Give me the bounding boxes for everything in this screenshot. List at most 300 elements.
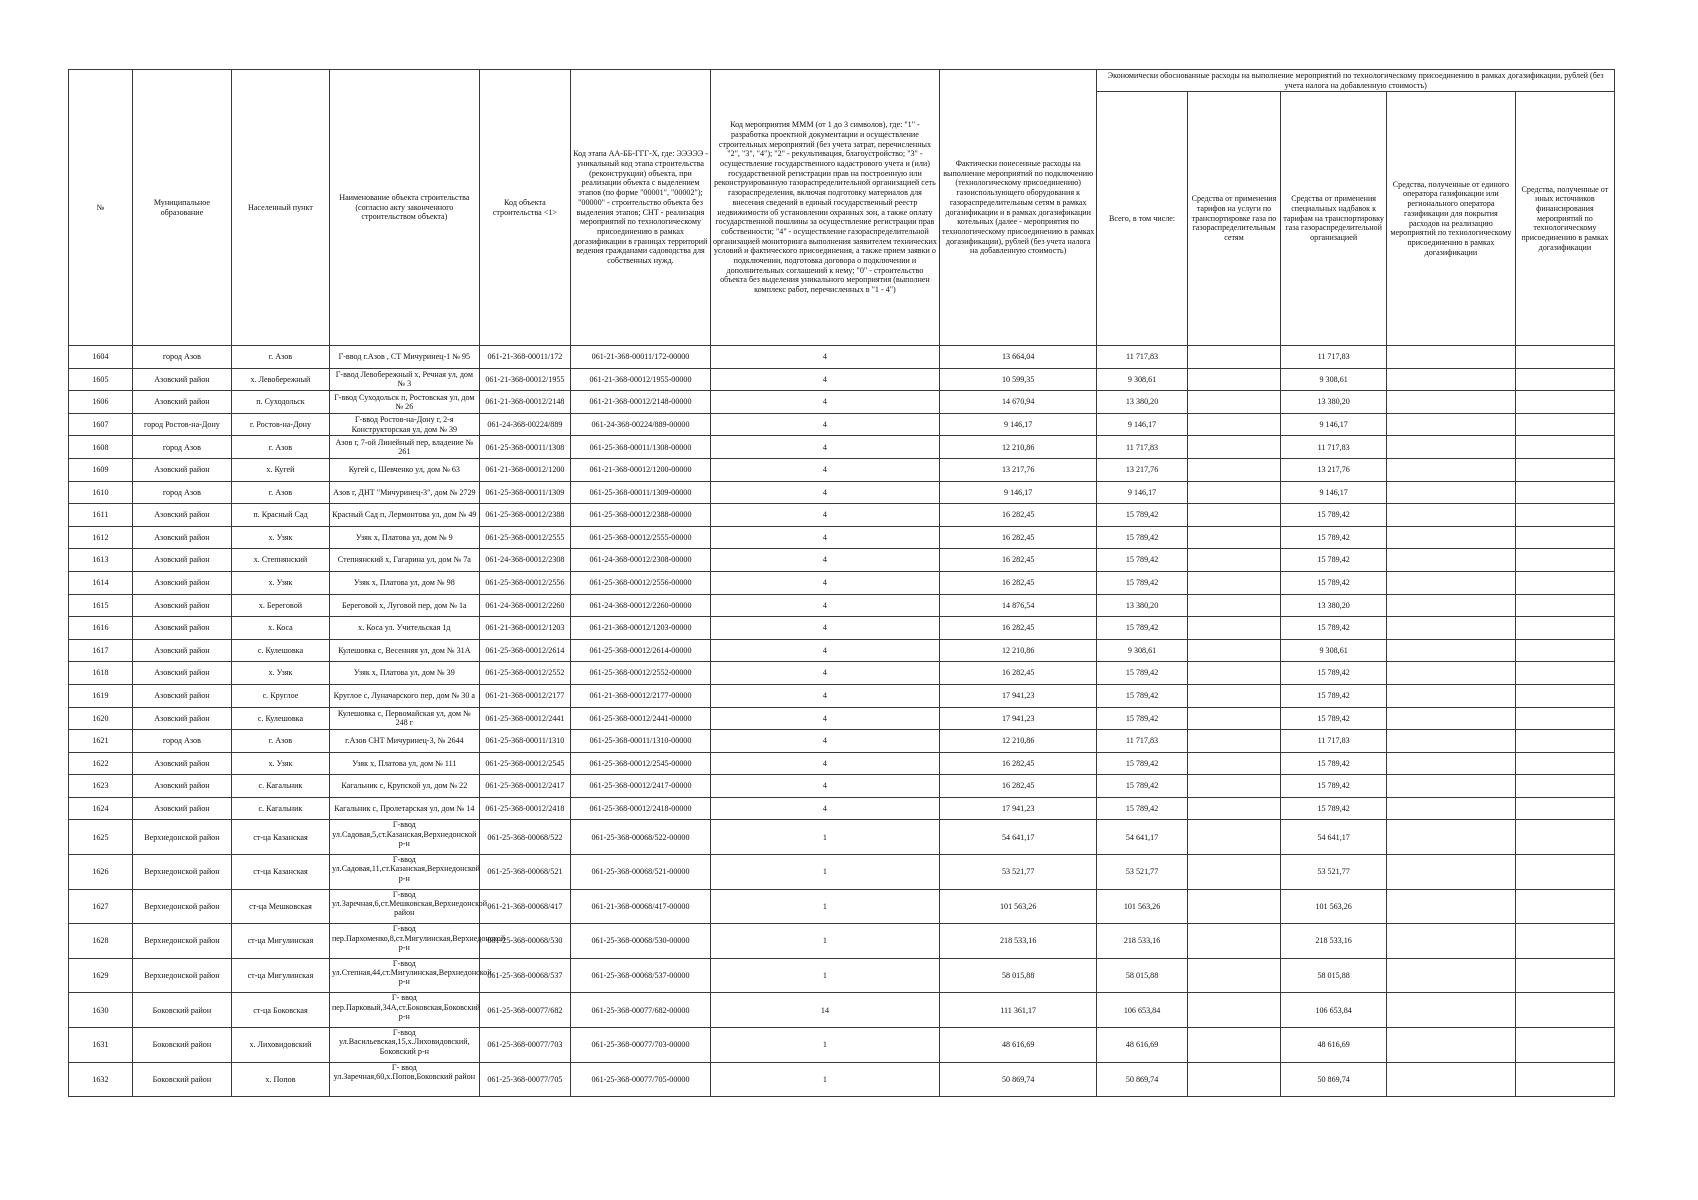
cell-other-sources bbox=[1515, 571, 1614, 594]
cell-object-name: Степнянский х, Гагарина ул, дом № 7а bbox=[329, 549, 479, 572]
cell-total: 53 521,77 bbox=[1097, 855, 1187, 890]
cell-event-code: 4 bbox=[710, 594, 939, 617]
cell-stage-code: 061-25-368-00012/2555-00000 bbox=[571, 526, 711, 549]
cell-stage-code: 061-25-368-00012/2441-00000 bbox=[571, 707, 711, 730]
table-body bbox=[69, 346, 1615, 1097]
table-row bbox=[69, 684, 1615, 707]
cell-operator-funds bbox=[1386, 436, 1515, 459]
cell-object-name: х. Коса ул. Учительская 1д bbox=[329, 617, 479, 640]
cell-special-surcharge: 9 308,61 bbox=[1281, 368, 1387, 391]
cell-stage-code: 061-25-368-00011/1310-00000 bbox=[571, 730, 711, 753]
cell-settlement: г. Азов bbox=[231, 346, 329, 369]
cell-municipality: Азовский район bbox=[132, 662, 231, 685]
table-row bbox=[69, 526, 1615, 549]
cell-operator-funds bbox=[1386, 413, 1515, 436]
cell-object-code: 061-25-368-00012/2441 bbox=[479, 707, 570, 730]
cell-other-sources bbox=[1515, 526, 1614, 549]
cell-stage-code: 061-25-368-00068/537-00000 bbox=[571, 958, 711, 993]
cell-num: 1619 bbox=[69, 684, 133, 707]
cell-object-code: 061-21-368-00012/2177 bbox=[479, 684, 570, 707]
cell-object-code: 061-24-368-00012/2308 bbox=[479, 549, 570, 572]
cell-settlement: ст-ца Мигулинская bbox=[231, 958, 329, 993]
cell-num: 1631 bbox=[69, 1028, 133, 1063]
cell-tariff-transport bbox=[1187, 458, 1281, 481]
cell-tariff-transport bbox=[1187, 391, 1281, 414]
table-row bbox=[69, 617, 1615, 640]
cell-actual-costs: 218 533,16 bbox=[939, 924, 1096, 959]
cell-tariff-transport bbox=[1187, 368, 1281, 391]
cell-object-name: г.Азов СНТ Мичуринец-3, № 2644 bbox=[329, 730, 479, 753]
cell-tariff-transport bbox=[1187, 571, 1281, 594]
cell-special-surcharge: 15 789,42 bbox=[1281, 504, 1387, 527]
cell-object-name: Кагальник с, Крупской ул, дом № 22 bbox=[329, 775, 479, 798]
cell-municipality: Азовский район bbox=[132, 594, 231, 617]
cell-other-sources bbox=[1515, 855, 1614, 890]
cell-tariff-transport bbox=[1187, 1062, 1281, 1097]
cell-event-code: 1 bbox=[710, 820, 939, 855]
cell-object-code: 061-25-368-00012/2555 bbox=[479, 526, 570, 549]
document-sheet bbox=[68, 69, 1615, 1097]
cell-other-sources bbox=[1515, 413, 1614, 436]
cell-object-name: Узяк х, Платова ул, дом № 98 bbox=[329, 571, 479, 594]
table-row bbox=[69, 662, 1615, 685]
cell-special-surcharge: 15 789,42 bbox=[1281, 684, 1387, 707]
cell-municipality: Азовский район bbox=[132, 391, 231, 414]
cell-tariff-transport bbox=[1187, 1028, 1281, 1063]
cell-total: 11 717,83 bbox=[1097, 346, 1187, 369]
cell-settlement: с. Кагальник bbox=[231, 775, 329, 798]
cell-special-surcharge: 13 380,20 bbox=[1281, 594, 1387, 617]
cell-num: 1630 bbox=[69, 993, 133, 1028]
cell-other-sources bbox=[1515, 707, 1614, 730]
cell-event-code: 4 bbox=[710, 662, 939, 685]
cell-operator-funds bbox=[1386, 481, 1515, 504]
cell-event-code: 1 bbox=[710, 958, 939, 993]
cell-actual-costs: 58 015,88 bbox=[939, 958, 1096, 993]
col-header-operator-funds: Средства, полученные от единого оператора газификации или регионального оператора газификации для покрытия расходов на реализацию мероприятий по технологическому присоединению в рамках догазификации bbox=[1386, 92, 1515, 346]
cell-settlement: п. Суходольск bbox=[231, 391, 329, 414]
cell-special-surcharge: 13 217,76 bbox=[1281, 458, 1387, 481]
cell-num: 1614 bbox=[69, 571, 133, 594]
cell-object-code: 061-25-368-00012/2417 bbox=[479, 775, 570, 798]
table-row bbox=[69, 436, 1615, 459]
cell-operator-funds bbox=[1386, 707, 1515, 730]
cell-object-name: Г-ввод ул.Степная,44,ст.Мигулинская,Верхнедонской р-н bbox=[329, 958, 479, 993]
cell-operator-funds bbox=[1386, 391, 1515, 414]
cell-total: 13 217,76 bbox=[1097, 458, 1187, 481]
cell-settlement: х. Лиховидовский bbox=[231, 1028, 329, 1063]
cell-tariff-transport bbox=[1187, 639, 1281, 662]
cell-operator-funds bbox=[1386, 1028, 1515, 1063]
cell-object-name: Узяк х, Платова ул, дом № 111 bbox=[329, 752, 479, 775]
table-row bbox=[69, 889, 1615, 924]
cell-total: 50 869,74 bbox=[1097, 1062, 1187, 1097]
cell-object-name: Г-ввод Левобережный х, Речная ул, дом № 3 bbox=[329, 368, 479, 391]
table-row bbox=[69, 504, 1615, 527]
table-row bbox=[69, 639, 1615, 662]
cell-other-sources bbox=[1515, 752, 1614, 775]
cell-settlement: х. Узяк bbox=[231, 662, 329, 685]
cell-event-code: 4 bbox=[710, 368, 939, 391]
cell-total: 9 308,61 bbox=[1097, 368, 1187, 391]
col-header-event-code: Код мероприятия МММ (от 1 до 3 символов), где: "1" - разработка проектной документации и осуществление строительных мероприятий (без учета затрат, перечисленных "2", "3", "4"); "2" - рекультивация, благоустройство; "3" - осуществление государственного кадастрового учета и (или) государственной регистрации прав на построенную или реконструированную газораспределительной организацией сеть газораспределения, включая подготовку материалов для внесения сведений в единый государственный реестр недвижимости об установлении охранных зон, а также оплату государственной пошлины за осуществление регистрации прав собственности; "4" - осуществление газораспределительной организацией мониторинга выполнения заявителем технических условий и фактического присоединения, а также прием заявки о подключении, подготовка договора о подключении и дополнительных соглашений к нему; "0" - строительство объекта без выделения уникального мероприятия (выполнен комплекс работ, перечисленных в "1 - 4") bbox=[710, 70, 939, 346]
cell-tariff-transport bbox=[1187, 526, 1281, 549]
cell-total: 48 616,69 bbox=[1097, 1028, 1187, 1063]
cell-operator-funds bbox=[1386, 549, 1515, 572]
cell-num: 1609 bbox=[69, 458, 133, 481]
cell-event-code: 4 bbox=[710, 346, 939, 369]
cell-special-surcharge: 11 717,83 bbox=[1281, 346, 1387, 369]
cell-special-surcharge: 15 789,42 bbox=[1281, 526, 1387, 549]
cell-event-code: 4 bbox=[710, 549, 939, 572]
cell-object-code: 061-25-368-00068/530 bbox=[479, 924, 570, 959]
cell-stage-code: 061-21-368-00012/2148-00000 bbox=[571, 391, 711, 414]
cell-municipality: Азовский район bbox=[132, 549, 231, 572]
col-header-other-sources: Средства, полученные от иных источников финансирования мероприятий по технологическому присоединению в рамках догазификации bbox=[1515, 92, 1614, 346]
cell-actual-costs: 14 670,94 bbox=[939, 391, 1096, 414]
cell-stage-code: 061-25-368-00012/2417-00000 bbox=[571, 775, 711, 798]
cell-total: 15 789,42 bbox=[1097, 797, 1187, 820]
cell-object-code: 061-25-368-00012/2418 bbox=[479, 797, 570, 820]
cell-municipality: Азовский район bbox=[132, 707, 231, 730]
cell-tariff-transport bbox=[1187, 481, 1281, 504]
cell-event-code: 4 bbox=[710, 436, 939, 459]
cell-num: 1622 bbox=[69, 752, 133, 775]
cell-tariff-transport bbox=[1187, 855, 1281, 890]
cell-tariff-transport bbox=[1187, 594, 1281, 617]
cell-object-code: 061-25-368-00011/1309 bbox=[479, 481, 570, 504]
cell-num: 1632 bbox=[69, 1062, 133, 1097]
cell-event-code: 4 bbox=[710, 684, 939, 707]
cell-settlement: х. Степнянский bbox=[231, 549, 329, 572]
cell-settlement: ст-ца Казанская bbox=[231, 820, 329, 855]
cell-object-name: Кугей с, Шевченко ул, дом № 63 bbox=[329, 458, 479, 481]
cell-actual-costs: 16 282,45 bbox=[939, 526, 1096, 549]
cell-object-name: Г-ввод пер.Пархоменко,8,ст.Мигулинская,Верхнедонской р-н bbox=[329, 924, 479, 959]
cell-event-code: 4 bbox=[710, 481, 939, 504]
cell-special-surcharge: 9 146,17 bbox=[1281, 481, 1387, 504]
cell-event-code: 4 bbox=[710, 458, 939, 481]
cell-operator-funds bbox=[1386, 1062, 1515, 1097]
cell-operator-funds bbox=[1386, 730, 1515, 753]
cell-other-sources bbox=[1515, 820, 1614, 855]
cell-actual-costs: 101 563,26 bbox=[939, 889, 1096, 924]
cell-tariff-transport bbox=[1187, 797, 1281, 820]
cell-total: 15 789,42 bbox=[1097, 752, 1187, 775]
cell-actual-costs: 17 941,23 bbox=[939, 797, 1096, 820]
cell-total: 15 789,42 bbox=[1097, 526, 1187, 549]
cell-settlement: х. Узяк bbox=[231, 752, 329, 775]
col-header-object-name: Наименование объекта строительства (согласно акту законченного строительством объекта) bbox=[329, 70, 479, 346]
cell-special-surcharge: 101 563,26 bbox=[1281, 889, 1387, 924]
cell-municipality: город Азов bbox=[132, 481, 231, 504]
cell-stage-code: 061-21-368-00068/417-00000 bbox=[571, 889, 711, 924]
cell-object-name: Круглое с, Луначарского пер, дом № 30 а bbox=[329, 684, 479, 707]
cell-event-code: 1 bbox=[710, 1062, 939, 1097]
cell-operator-funds bbox=[1386, 775, 1515, 798]
cell-municipality: Боковский район bbox=[132, 993, 231, 1028]
cell-object-name: Кулешовка с, Весенняя ул, дом № 31А bbox=[329, 639, 479, 662]
cell-total: 15 789,42 bbox=[1097, 617, 1187, 640]
cell-municipality: Азовский район bbox=[132, 504, 231, 527]
table-row bbox=[69, 797, 1615, 820]
cell-other-sources bbox=[1515, 504, 1614, 527]
cell-special-surcharge: 54 641,17 bbox=[1281, 820, 1387, 855]
table-row bbox=[69, 346, 1615, 369]
cell-tariff-transport bbox=[1187, 707, 1281, 730]
cell-num: 1620 bbox=[69, 707, 133, 730]
cell-actual-costs: 9 146,17 bbox=[939, 413, 1096, 436]
cell-total: 15 789,42 bbox=[1097, 775, 1187, 798]
cell-settlement: х. Коса bbox=[231, 617, 329, 640]
cell-object-name: Г-ввод г.Азов , СТ Мичуринец-1 № 95 bbox=[329, 346, 479, 369]
col-header-total: Всего, в том числе: bbox=[1097, 92, 1187, 346]
cell-operator-funds bbox=[1386, 889, 1515, 924]
cell-object-code: 061-21-368-00012/1200 bbox=[479, 458, 570, 481]
cell-stage-code: 061-25-368-00011/1309-00000 bbox=[571, 481, 711, 504]
cell-settlement: ст-ца Казанская bbox=[231, 855, 329, 890]
cell-special-surcharge: 15 789,42 bbox=[1281, 797, 1387, 820]
cell-stage-code: 061-21-368-00011/172-00000 bbox=[571, 346, 711, 369]
cell-num: 1629 bbox=[69, 958, 133, 993]
cell-object-name: Азов г, 7-ой Линейный пер, владение № 261 bbox=[329, 436, 479, 459]
cell-total: 15 789,42 bbox=[1097, 571, 1187, 594]
cell-num: 1610 bbox=[69, 481, 133, 504]
cell-event-code: 4 bbox=[710, 775, 939, 798]
table-row bbox=[69, 368, 1615, 391]
cell-tariff-transport bbox=[1187, 924, 1281, 959]
cell-num: 1628 bbox=[69, 924, 133, 959]
cell-other-sources bbox=[1515, 730, 1614, 753]
cell-total: 11 717,83 bbox=[1097, 436, 1187, 459]
cell-stage-code: 061-25-368-00068/521-00000 bbox=[571, 855, 711, 890]
col-header-tariff-transport: Средства от применения тарифов на услуги по транспортировке газа по газораспределительным сетям bbox=[1187, 92, 1281, 346]
cell-total: 101 563,26 bbox=[1097, 889, 1187, 924]
cell-actual-costs: 17 941,23 bbox=[939, 707, 1096, 730]
cell-stage-code: 061-25-368-00068/522-00000 bbox=[571, 820, 711, 855]
cell-object-code: 061-21-368-00068/417 bbox=[479, 889, 570, 924]
cell-tariff-transport bbox=[1187, 820, 1281, 855]
cell-object-code: 061-25-368-00068/521 bbox=[479, 855, 570, 890]
cell-num: 1613 bbox=[69, 549, 133, 572]
cell-operator-funds bbox=[1386, 346, 1515, 369]
cell-municipality: город Азов bbox=[132, 730, 231, 753]
cell-object-name: Азов г, ДНТ "Мичуринец-3", дом № 2729 bbox=[329, 481, 479, 504]
cell-object-code: 061-25-368-00012/2388 bbox=[479, 504, 570, 527]
cell-actual-costs: 9 146,17 bbox=[939, 481, 1096, 504]
cell-actual-costs: 16 282,45 bbox=[939, 504, 1096, 527]
cell-num: 1612 bbox=[69, 526, 133, 549]
cell-event-code: 1 bbox=[710, 924, 939, 959]
cell-municipality: Верхнедонской район bbox=[132, 958, 231, 993]
cell-settlement: х. Кугей bbox=[231, 458, 329, 481]
cell-num: 1624 bbox=[69, 797, 133, 820]
cell-total: 106 653,84 bbox=[1097, 993, 1187, 1028]
cell-object-name: Узяк х, Платова ул, дом № 9 bbox=[329, 526, 479, 549]
cell-total: 58 015,88 bbox=[1097, 958, 1187, 993]
cell-total: 15 789,42 bbox=[1097, 504, 1187, 527]
table-header bbox=[69, 70, 1615, 346]
table-row bbox=[69, 413, 1615, 436]
cell-total: 15 789,42 bbox=[1097, 707, 1187, 730]
cell-operator-funds bbox=[1386, 993, 1515, 1028]
cell-other-sources bbox=[1515, 617, 1614, 640]
cell-special-surcharge: 48 616,69 bbox=[1281, 1028, 1387, 1063]
cell-object-code: 061-25-368-00077/682 bbox=[479, 993, 570, 1028]
cell-special-surcharge: 9 146,17 bbox=[1281, 413, 1387, 436]
cell-object-code: 061-25-368-00077/703 bbox=[479, 1028, 570, 1063]
cell-other-sources bbox=[1515, 368, 1614, 391]
cell-special-surcharge: 15 789,42 bbox=[1281, 549, 1387, 572]
cell-actual-costs: 10 599,35 bbox=[939, 368, 1096, 391]
cell-municipality: Азовский район bbox=[132, 797, 231, 820]
cell-event-code: 4 bbox=[710, 617, 939, 640]
cell-num: 1621 bbox=[69, 730, 133, 753]
cell-actual-costs: 12 210,86 bbox=[939, 436, 1096, 459]
cell-stage-code: 061-21-368-00012/1203-00000 bbox=[571, 617, 711, 640]
cell-object-name: Г-ввод ул.Заречная,6,ст.Мешковская,Верхнедонской район bbox=[329, 889, 479, 924]
cell-object-name: Г-ввод ул.Васильевская,15,х.Лиховидовский, Боковский р-н bbox=[329, 1028, 479, 1063]
cell-tariff-transport bbox=[1187, 889, 1281, 924]
cell-total: 15 789,42 bbox=[1097, 684, 1187, 707]
cell-stage-code: 061-24-368-00224/889-00000 bbox=[571, 413, 711, 436]
cell-actual-costs: 13 217,76 bbox=[939, 458, 1096, 481]
cell-object-code: 061-21-368-00012/2148 bbox=[479, 391, 570, 414]
cell-stage-code: 061-21-368-00012/1200-00000 bbox=[571, 458, 711, 481]
cell-event-code: 4 bbox=[710, 391, 939, 414]
cell-object-code: 061-25-368-00012/2552 bbox=[479, 662, 570, 685]
cell-event-code: 4 bbox=[710, 707, 939, 730]
cell-operator-funds bbox=[1386, 639, 1515, 662]
cell-special-surcharge: 11 717,83 bbox=[1281, 730, 1387, 753]
cell-special-surcharge: 9 308,61 bbox=[1281, 639, 1387, 662]
cell-actual-costs: 50 869,74 bbox=[939, 1062, 1096, 1097]
cell-other-sources bbox=[1515, 775, 1614, 798]
cell-other-sources bbox=[1515, 889, 1614, 924]
col-header-settlement: Населенный пункт bbox=[231, 70, 329, 346]
cell-other-sources bbox=[1515, 797, 1614, 820]
cell-event-code: 4 bbox=[710, 571, 939, 594]
table-row bbox=[69, 707, 1615, 730]
cell-event-code: 4 bbox=[710, 639, 939, 662]
cell-stage-code: 061-25-368-00068/530-00000 bbox=[571, 924, 711, 959]
cell-special-surcharge: 15 789,42 bbox=[1281, 775, 1387, 798]
col-header-stage-code: Код этапа АА-ББ-ГГГ-Х, где: ЭЭЭЭЭ - уникальный код этапа строительства (реконструкции) объекта, при реализации объекта с выделением этапов (по форме "00001", "00002"); "00000" - строительство объекта без выделения этапов; СНТ - реализация мероприятий по технологическому присоединению в рамках догазификации в границах территорий ведения гражданами садоводства для собственных нужд. bbox=[571, 70, 711, 346]
cell-object-name: Г-ввод Суходольск п, Ростовская ул, дом № 26 bbox=[329, 391, 479, 414]
cell-operator-funds bbox=[1386, 526, 1515, 549]
cell-municipality: город Азов bbox=[132, 436, 231, 459]
cell-event-code: 1 bbox=[710, 1028, 939, 1063]
table-row bbox=[69, 958, 1615, 993]
cell-municipality: Верхнедонской район bbox=[132, 889, 231, 924]
cell-municipality: Боковский район bbox=[132, 1028, 231, 1063]
cell-object-name: Г-ввод Ростов-на-Дону г, 2-я Конструкторская ул, дом № 39 bbox=[329, 413, 479, 436]
cell-operator-funds bbox=[1386, 594, 1515, 617]
cell-total: 9 308,61 bbox=[1097, 639, 1187, 662]
cell-tariff-transport bbox=[1187, 730, 1281, 753]
table-row bbox=[69, 775, 1615, 798]
cell-municipality: Азовский район bbox=[132, 458, 231, 481]
cell-operator-funds bbox=[1386, 571, 1515, 594]
cell-tariff-transport bbox=[1187, 436, 1281, 459]
cell-num: 1604 bbox=[69, 346, 133, 369]
table-row bbox=[69, 855, 1615, 890]
cell-num: 1625 bbox=[69, 820, 133, 855]
cell-total: 218 533,16 bbox=[1097, 924, 1187, 959]
cell-total: 13 380,20 bbox=[1097, 594, 1187, 617]
cell-event-code: 4 bbox=[710, 504, 939, 527]
col-header-municipality: Муниципальное образование bbox=[132, 70, 231, 346]
cell-object-name: Г- ввод ул.Заречная,60,х.Попов,Боковский район bbox=[329, 1062, 479, 1097]
cell-municipality: город Ростов-на-Дону bbox=[132, 413, 231, 436]
table-row bbox=[69, 391, 1615, 414]
table-row bbox=[69, 481, 1615, 504]
cell-municipality: Азовский район bbox=[132, 684, 231, 707]
cell-event-code: 4 bbox=[710, 797, 939, 820]
cell-actual-costs: 48 616,69 bbox=[939, 1028, 1096, 1063]
cell-special-surcharge: 15 789,42 bbox=[1281, 617, 1387, 640]
cell-municipality: Азовский район bbox=[132, 571, 231, 594]
cell-event-code: 4 bbox=[710, 526, 939, 549]
table-row bbox=[69, 924, 1615, 959]
cell-settlement: ст-ца Мешковская bbox=[231, 889, 329, 924]
cell-municipality: Азовский район bbox=[132, 526, 231, 549]
cell-special-surcharge: 218 533,16 bbox=[1281, 924, 1387, 959]
table-row bbox=[69, 549, 1615, 572]
cell-num: 1627 bbox=[69, 889, 133, 924]
cell-stage-code: 061-25-368-00012/2545-00000 bbox=[571, 752, 711, 775]
table-row bbox=[69, 993, 1615, 1028]
cell-stage-code: 061-25-368-00077/703-00000 bbox=[571, 1028, 711, 1063]
cell-num: 1616 bbox=[69, 617, 133, 640]
cell-settlement: с. Круглое bbox=[231, 684, 329, 707]
cell-event-code: 1 bbox=[710, 855, 939, 890]
cell-tariff-transport bbox=[1187, 617, 1281, 640]
gasification-costs-table bbox=[68, 69, 1615, 1097]
cell-actual-costs: 16 282,45 bbox=[939, 549, 1096, 572]
cell-operator-funds bbox=[1386, 924, 1515, 959]
cell-settlement: х. Береговой bbox=[231, 594, 329, 617]
cell-object-code: 061-25-368-00011/1310 bbox=[479, 730, 570, 753]
cell-operator-funds bbox=[1386, 797, 1515, 820]
cell-settlement: г. Ростов-на-Дону bbox=[231, 413, 329, 436]
cell-other-sources bbox=[1515, 594, 1614, 617]
cell-tariff-transport bbox=[1187, 346, 1281, 369]
cell-object-code: 061-21-368-00012/1955 bbox=[479, 368, 570, 391]
cell-operator-funds bbox=[1386, 617, 1515, 640]
cell-other-sources bbox=[1515, 662, 1614, 685]
cell-operator-funds bbox=[1386, 855, 1515, 890]
cell-num: 1617 bbox=[69, 639, 133, 662]
cell-event-code: 4 bbox=[710, 413, 939, 436]
cell-settlement: с. Кулешовка bbox=[231, 707, 329, 730]
cell-tariff-transport bbox=[1187, 684, 1281, 707]
cell-num: 1618 bbox=[69, 662, 133, 685]
cell-object-code: 061-24-368-00224/889 bbox=[479, 413, 570, 436]
cell-other-sources bbox=[1515, 958, 1614, 993]
cell-municipality: Верхнедонской район bbox=[132, 924, 231, 959]
cell-object-code: 061-25-368-00077/705 bbox=[479, 1062, 570, 1097]
cell-total: 15 789,42 bbox=[1097, 662, 1187, 685]
col-header-object-code: Код объекта строительства <1> bbox=[479, 70, 570, 346]
cell-object-name: Г-ввод ул.Садовая,5,ст.Казанская,Верхнедонской р-н bbox=[329, 820, 479, 855]
cell-object-name: Г- ввод пер.Парковый,34А,ст.Боковская,Боковский р-н bbox=[329, 993, 479, 1028]
cell-other-sources bbox=[1515, 1028, 1614, 1063]
cell-operator-funds bbox=[1386, 662, 1515, 685]
table-row bbox=[69, 752, 1615, 775]
col-header-special-surcharge: Средства от применения специальных надбавок к тарифам на транспортировку газа газораспределительной организацией bbox=[1281, 92, 1387, 346]
table-row bbox=[69, 1062, 1615, 1097]
